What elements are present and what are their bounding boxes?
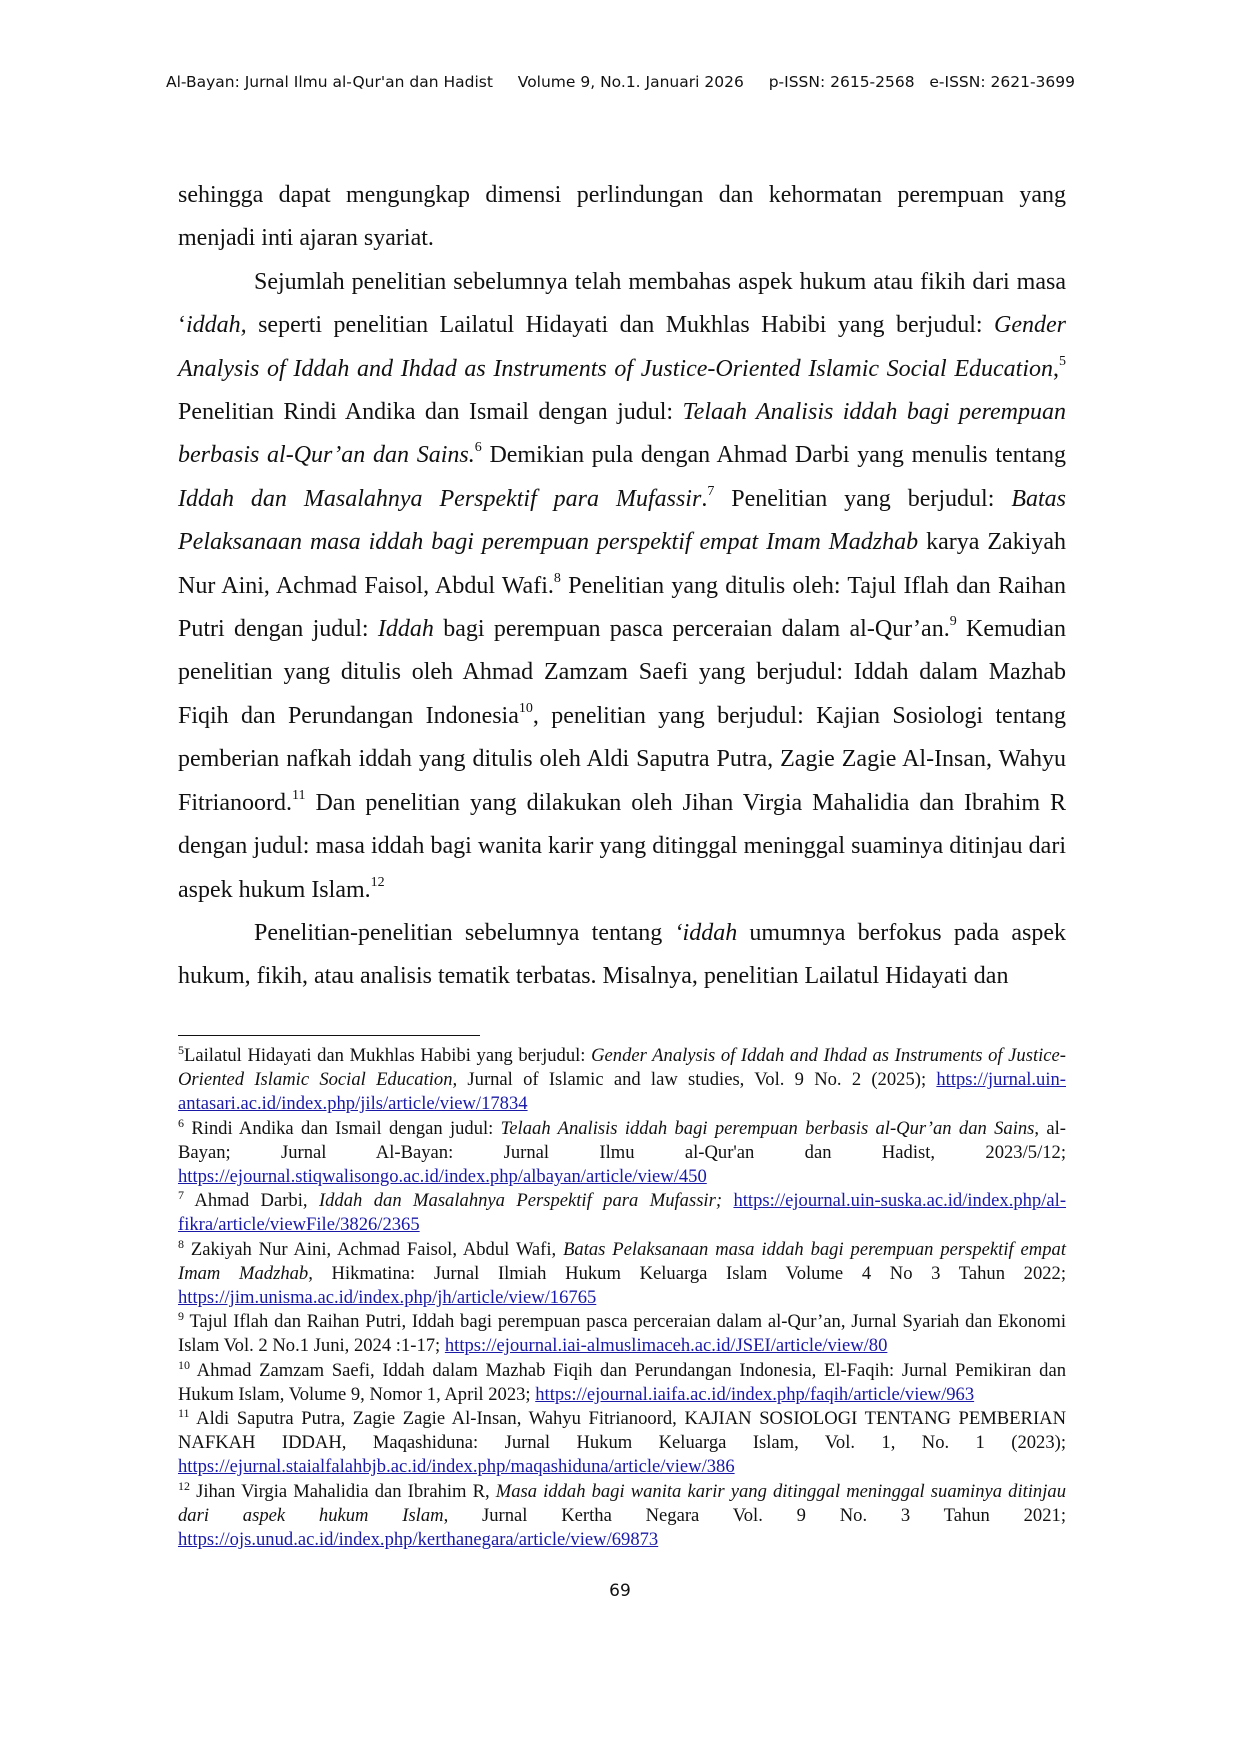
footnote-10: $^{10}$ Ahmad Zamzam Saefi, Iddah dalam Mazhab Fiqih dan Perundangan Indonesia, El-Faqih: Jurnal Pemikiran dan Hukum Islam, Volume 9, Nomor 1, April 2023; https://ejournal.iaifa.ac.id/index.php/faqih/article/view/963 (178, 1357, 1066, 1405)
footnote-ref-6[interactable]: 6 (474, 440, 482, 456)
footnote-link[interactable]: https://jurnal.uin-antasari.ac.id/index.php/jils/article/view/17834 (178, 1069, 1066, 1115)
footnote-ref-9[interactable]: 9 (949, 614, 957, 630)
paragraph-2: Sejumlah penelitian sebelumnya telah membahas aspek hukum atau fikih dari masa ‘iddah, seperti penelitian Lailatul Hidayati dan Mukhlas Habibi yang berjudul: Gender Analysis of Iddah and Ihdad as Instruments of Justice-Oriented Islamic Social Education,$^5$ Penelitian Rindi Andika dan Ismail dengan judul: Telaah Analisis iddah bagi perempuan berbasis al-Qur’an dan Sains.$^6$ Demikian pula dengan Ahmad Darbi yang menulis tentang Iddah dan Masalahnya Perspektif para Mufassir.$^7$ Penelitian yang berjudul: Batas Pelaksanaan masa iddah bagi perempuan perspektif empat Imam Madzhab karya Zakiyah Nur Aini, Achmad Faisol, Abdul Wafi.$^8$ Penelitian yang ditulis oleh: Tajul Iflah dan Raihan Putri dengan judul: Iddah bagi perempuan pasca perceraian dalam al-Qur’an.$^9$ Kemudian penelitian yang ditulis oleh Ahmad Zamzam Saefi yang berjudul: Iddah dalam Mazhab Fiqih dan Perundangan Indonesia$^{10}$, penelitian yang berjudul: Kajian Sosiologi tentang pemberian nafkah iddah yang ditulis oleh Aldi Saputra Putra, Zagie Zagie Al-Insan, Wahyu Fitrianoord.$^{11}$ Dan penelitian yang dilakukan oleh Jihan Virgia Mahalidia dan Ibrahim R dengan judul: masa iddah bagi wanita karir yang ditinggal meninggal suaminya ditinjau dari aspek hukum Islam.$^{12}$ (178, 268, 1067, 903)
footnote-separator (178, 1035, 480, 1036)
footnote-12: $^{12}$ Jihan Virgia Mahalidia dan Ibrahim R, Masa iddah bagi wanita karir yang ditinggal meninggal suaminya ditinjau dari aspek hukum Islam, Jurnal Kertha Negara Vol. 9 No. 3 Tahun 2021; https://ojs.unud.ac.id/index.php/kerthanegara/article/view/69873 (178, 1478, 1066, 1551)
footnote-link[interactable]: https://ejournal.iaifa.ac.id/index.php/faqih/article/view/963 (535, 1383, 975, 1405)
footnote-link[interactable]: https://jim.unisma.ac.id/index.php/jh/article/view/16765 (178, 1287, 597, 1309)
journal-name: Al-Bayan: Jurnal Ilmu al-Qur'an dan Hadist (166, 73, 493, 91)
footnote-ref-12[interactable]: 12 (370, 874, 385, 890)
footnote-ref-8[interactable]: 8 (553, 570, 561, 586)
footnotes (178, 1044, 1066, 1552)
footnote-link[interactable]: https://ejournal.iai-almuslimaceh.ac.id/JSEI/article/view/80 (444, 1335, 888, 1357)
footnote-11: $^{11}$ Aldi Saputra Putra, Zagie Zagie Al-Insan, Wahyu Fitrianoord, KAJIAN SOSIOLOGI TENTANG PEMBERIAN NAFKAH IDDAH, Maqashiduna: Jurnal Hukum Keluarga Islam, Vol. 1, No. 1 (2023); https://ejurnal.staialfalahbjb.ac.id/index.php/maqashiduna/article/view/386 (178, 1406, 1066, 1478)
footnote-link[interactable]: https://ojs.unud.ac.id/index.php/kerthanegara/article/view/69873 (178, 1529, 659, 1551)
footnote-ref-5[interactable]: 5 (1059, 353, 1066, 369)
issn-info: p-ISSN: 2615-2568 e-ISSN: 2621-3699 (768, 73, 1075, 91)
main-text (178, 174, 1066, 999)
footnote-ref-10[interactable]: 10 (518, 700, 533, 716)
footnote-ref-11[interactable]: 11 (292, 787, 306, 803)
running-header (166, 73, 1075, 91)
footnote-ref-7[interactable]: 7 (707, 483, 715, 499)
volume-info: Volume 9, No.1. Januari 2026 (517, 73, 744, 91)
footnote-link[interactable]: https://ejurnal.staialfalahbjb.ac.id/index.php/maqashiduna/article/view/386 (178, 1456, 735, 1478)
footnote-5: $^5$Lailatul Hidayati dan Mukhlas Habibi yang berjudul: Gender Analysis of Iddah and Ihdad as Instruments of Justice-Oriented Islamic Social Education, Jurnal of Islamic and law studies, Vol. 9 No. 2 (2025); https://jurnal.uin-antasari.ac.id/index.php/jils/article/view/17834 (178, 1043, 1066, 1115)
page-number: 69 (609, 1581, 631, 1601)
footnote-6: $^6$ Rindi Andika dan Ismail dengan judul: Telaah Analisis iddah bagi perempuan berbasis al-Qur’an dan Sains, al-Bayan; Jurnal Al-Bayan: Jurnal Ilmu al-Qur'an dan Hadist, 2023/5/12; https://ejournal.stiqwalisongo.ac.id/index.php/albayan/article/view/450 (178, 1115, 1066, 1188)
footnote-7: $^7$ Ahmad Darbi, Iddah dan Masalahnya Perspektif para Mufassir; https://ejournal.uin-suska.ac.id/index.php/al-fikra/article/viewFile/3826/2365 (178, 1188, 1067, 1236)
footnote-9: $^9$ Tajul Iflah dan Raihan Putri, Iddah bagi perempuan pasca perceraian dalam al-Qur’an, Jurnal Syariah dan Ekonomi Islam Vol. 2 No.1 Juni, 2024 :1-17; https://ejournal.iai-almuslimaceh.ac.id/JSEI/article/view/80 (178, 1309, 1066, 1357)
footnote-link[interactable]: https://ejournal.stiqwalisongo.ac.id/index.php/albayan/article/view/450 (178, 1166, 707, 1188)
paragraph-1: sehingga dapat mengungkap dimensi perlindungan dan kehormatan perempuan yang menjadi inti ajaran syariat. (178, 182, 1066, 252)
paragraph-3: Penelitian-penelitian sebelumnya tentang ‘iddah umumnya berfokus pada aspek hukum, fikih, atau analisis tematik terbatas. Misalnya, penelitian Lailatul Hidayati dan (178, 919, 1066, 990)
footnote-link[interactable]: https://ejournal.uin-suska.ac.id/index.php/al-fikra/article/viewFile/3826/2365 (178, 1190, 1067, 1236)
footnote-8: $^8$ Zakiyah Nur Aini, Achmad Faisol, Abdul Wafi, Batas Pelaksanaan masa iddah bagi perempuan perspektif empat Imam Madzhab, Hikmatina: Jurnal Ilmiah Hukum Keluarga Islam Volume 4 No 3 Tahun 2022; https://jim.unisma.ac.id/index.php/jh/article/view/16765 (178, 1236, 1067, 1309)
